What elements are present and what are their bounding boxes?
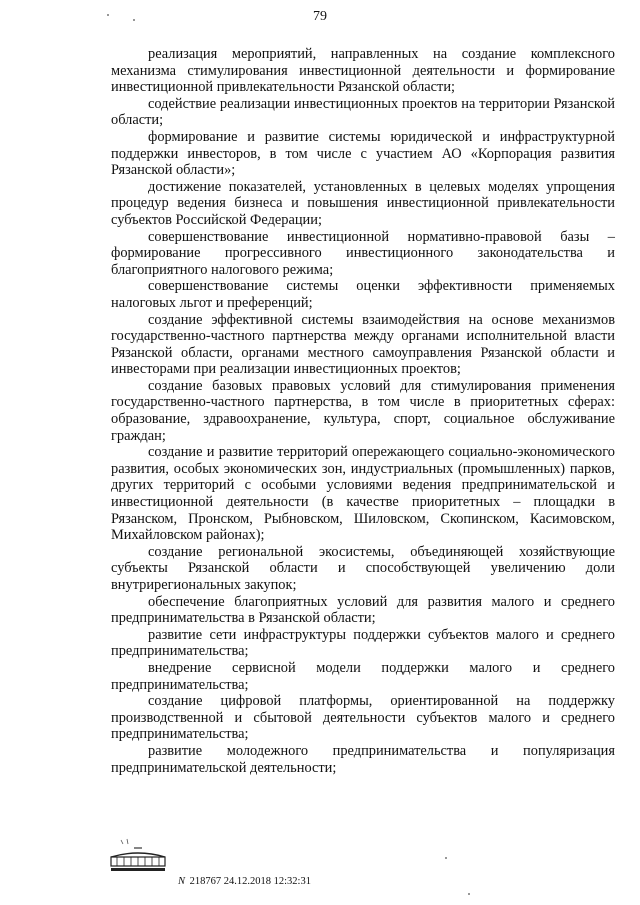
list-item: содействие реализации инвестиционных проектов на территории Рязанской области; (111, 95, 615, 129)
scan-speck (468, 893, 470, 895)
list-item: создание цифровой платформы, ориентированной на поддержку производственной и сбытовой деятельности субъектов малого и среднего предпринимательства; (111, 693, 615, 743)
building-stamp-icon (109, 838, 167, 873)
document-body (111, 46, 615, 776)
registration-number: 218767 24.12.2018 12:32:31 (189, 876, 311, 887)
list-item: формирование и развитие системы юридической и инфраструктурной поддержки инвесторов, в том числе с участием АО «Корпорация развития Рязанской области»; (111, 128, 615, 179)
scan-speck (107, 14, 109, 16)
registration-footer (178, 876, 311, 887)
list-item: создание региональной экосистемы, объединяющей хозяйствующие субъекты Рязанской области и способствующей увеличению доли внутрирегиональных закупок; (111, 543, 615, 593)
list-item: достижение показателей, установленных в целевых моделях упрощения процедур ведения бизнеса и повышения инвестиционной привлекательности субъектов Российской Федерации; (111, 178, 615, 228)
registry-stamp-logo (109, 838, 167, 873)
registration-mark: N (178, 876, 186, 887)
list-item: совершенствование системы оценки эффективности применяемых налоговых льгот и преференций; (111, 278, 615, 311)
list-item: развитие сети инфраструктуры поддержки субъектов малого и среднего предпринимательства; (111, 626, 615, 660)
scan-speck (445, 857, 447, 859)
scan-speck (133, 19, 135, 21)
list-item: развитие молодежного предпринимательства и популяризация предпринимательской деятельности; (111, 742, 615, 776)
list-item: реализация мероприятий, направленных на создание комплексного механизма стимулирования инвестиционной деятельности и формирование инвестиционной привлекательности Рязанской области; (111, 46, 615, 96)
list-item: создание базовых правовых условий для стимулирования применения государственно-частного партнерства, в том числе в приоритетных сферах: образование, здравоохранение, культура, спорт, социальное обслуживание граждан; (111, 377, 615, 444)
list-item: создание и развитие территорий опережающего социально-экономического развития, особых экономических зон, индустриальных (промышленных) парков, других территорий с особыми условиями ведения предпринимательской и инвестиционной деятельности (в качестве приоритетных – площадки в Рязанском, Пронском, Рыбновском, Шиловском, Скопинском, Касимовском, Михайловском районах); (111, 444, 615, 544)
list-item: обеспечение благоприятных условий для развития малого и среднего предпринимательства в Рязанской области; (111, 593, 615, 627)
page-number: 79 (313, 9, 327, 24)
list-item: создание эффективной системы взаимодействия на основе механизмов государственно-частного партнерства между органами исполнительной власти Рязанской области, органами местного самоуправления Рязанской области и инвесторами при реализации инвестиционных проектов; (111, 311, 615, 378)
list-item: совершенствование инвестиционной нормативно-правовой базы – формирование прогрессивного инвестиционного законодательства и благоприятного налогового режима; (111, 228, 615, 278)
list-item: внедрение сервисной модели поддержки малого и среднего предпринимательства; (111, 659, 615, 693)
